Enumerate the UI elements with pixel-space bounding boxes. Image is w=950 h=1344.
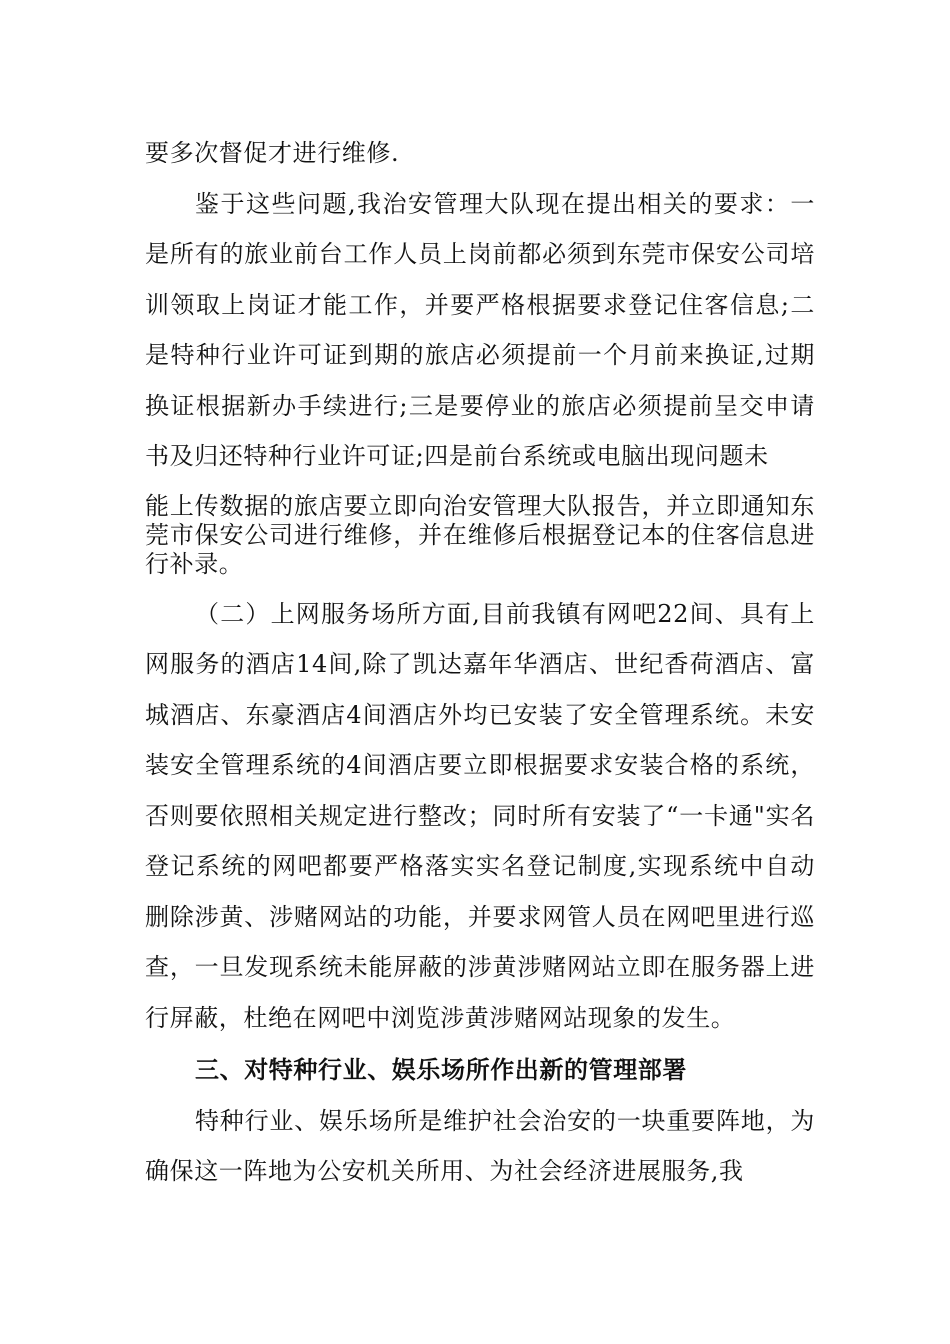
section-heading: 三、对特种行业、娱乐场所作出新的管理部署 bbox=[195, 1055, 687, 1084]
paragraph-internet-venues: （二）上网服务场所方面,目前我镇有网吧22间、具有上网服务的酒店14间,除了凯达嘉年华酒店、世纪香荷酒店、富城酒店、东豪酒店4间酒店外均已安装了安全管理系统。未安装安全管理系统的4间酒店要立即根据要求安装合格的系统，否则要依照相关规定进行整改；同时所有安装了“一卡通"实名登记系统的网吧都要严格落实实名登记制度,实现系统中自动删除涉黄、涉赌网站的功能，并要求网管人员在网吧里进行巡查，一旦发现系统未能屏蔽的涉黄涉赌网站立即在服务器上进行屏蔽，杜绝在网吧中浏览涉黄涉赌网站现象的发生。 bbox=[145, 599, 815, 1032]
document-body bbox=[145, 128, 815, 1197]
paragraph-requirements-cont: 能上传数据的旅店要立即向治安管理大队报告，并立即通知东莞市保安公司进行维修，并在维修后根据登记本的住客信息进行补录。 bbox=[145, 491, 815, 578]
paragraph-special-industry: 特种行业、娱乐场所是维护社会治安的一块重要阵地，为确保这一阵地为公安机关所用、为社会经济进展服务,我 bbox=[145, 1106, 815, 1185]
paragraph-continuation: 要多次督促才进行维修. bbox=[145, 139, 400, 167]
paragraph-requirements: 鉴于这些问题,我治安管理大队现在提出相关的要求：一是所有的旅业前台工作人员上岗前都必须到东莞市保安公司培训领取上岗证才能工作，并要严格根据要求登记住客信息;二是特种行业许可证到期的旅店必须提前一个月前来换证,过期换证根据新办手续进行;三是要停业的旅店必须提前呈交申请书及归还特种行业许可证;四是前台系统或电脑出现问题未 bbox=[145, 189, 815, 470]
